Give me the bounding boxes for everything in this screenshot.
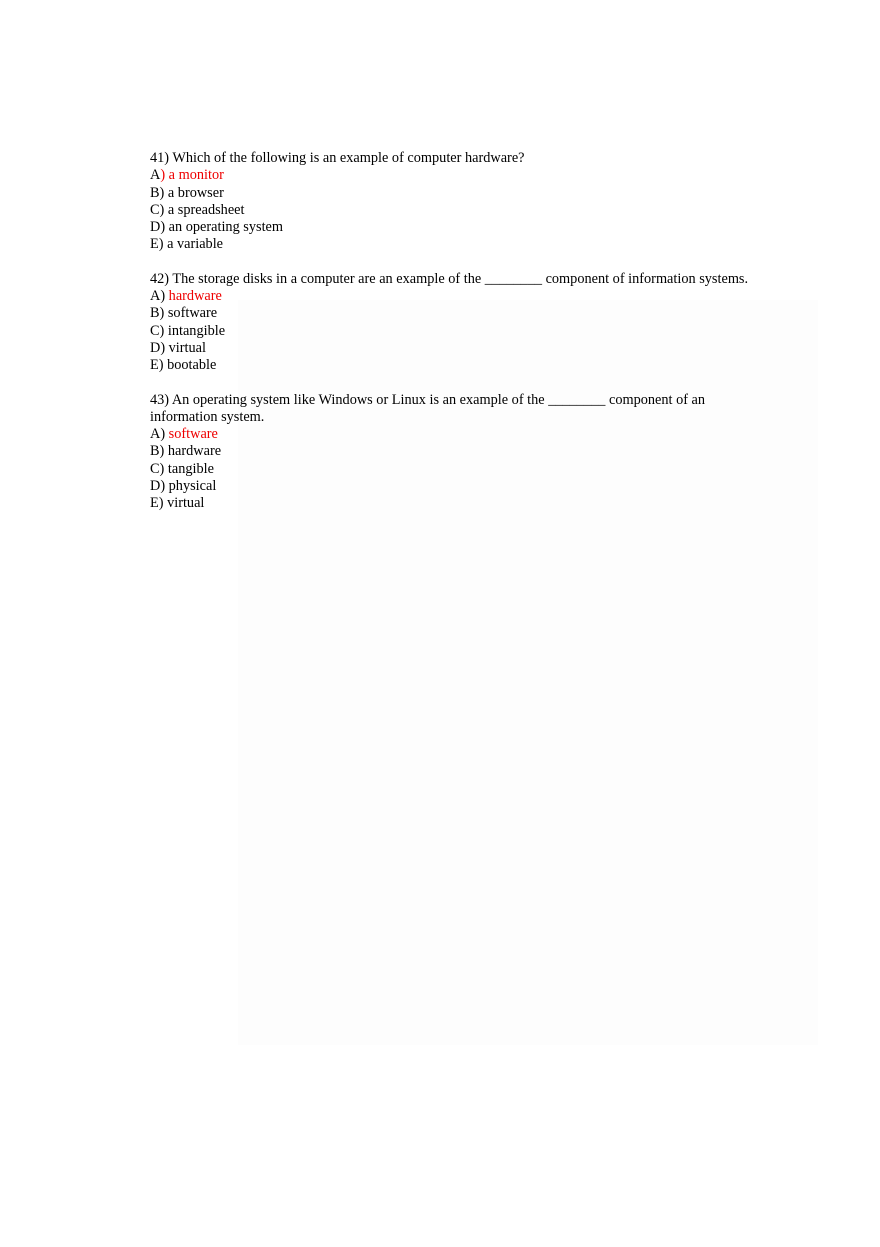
option-prefix: A	[150, 167, 161, 184]
question-41	[150, 150, 750, 254]
correct-answer: software	[168, 426, 218, 443]
option-prefix: A)	[150, 288, 169, 305]
option-d: D) virtual	[150, 339, 206, 356]
question-text: 42) The storage disks in a computer are an example of the ________ component of information systems.	[150, 270, 749, 287]
question-list	[150, 150, 750, 530]
option-d: D) an operating system	[150, 219, 284, 236]
correct-answer: ) a monitor	[160, 167, 224, 184]
question-43	[150, 392, 750, 513]
option-c: C) a spreadsheet	[150, 201, 245, 218]
option-c: C) intangible	[150, 322, 226, 339]
option-a-correct	[150, 426, 750, 443]
option-c: C) tangible	[150, 460, 214, 477]
option-a-correct	[150, 288, 750, 305]
option-e: E) bootable	[150, 357, 217, 374]
option-prefix: A)	[150, 426, 169, 443]
option-a-correct	[150, 167, 750, 184]
option-b: B) a browser	[150, 184, 224, 201]
option-b: B) hardware	[150, 443, 222, 460]
correct-answer: hardware	[168, 288, 222, 305]
option-d: D) physical	[150, 478, 217, 495]
option-e: E) a variable	[150, 236, 224, 253]
option-b: B) software	[150, 305, 218, 322]
question-42	[150, 271, 750, 375]
option-e: E) virtual	[150, 495, 205, 512]
question-text: 43) An operating system like Windows or Linux is an example of the ________ component of an information system.	[150, 391, 706, 425]
question-text: 41) Which of the following is an example of computer hardware?	[150, 150, 525, 166]
